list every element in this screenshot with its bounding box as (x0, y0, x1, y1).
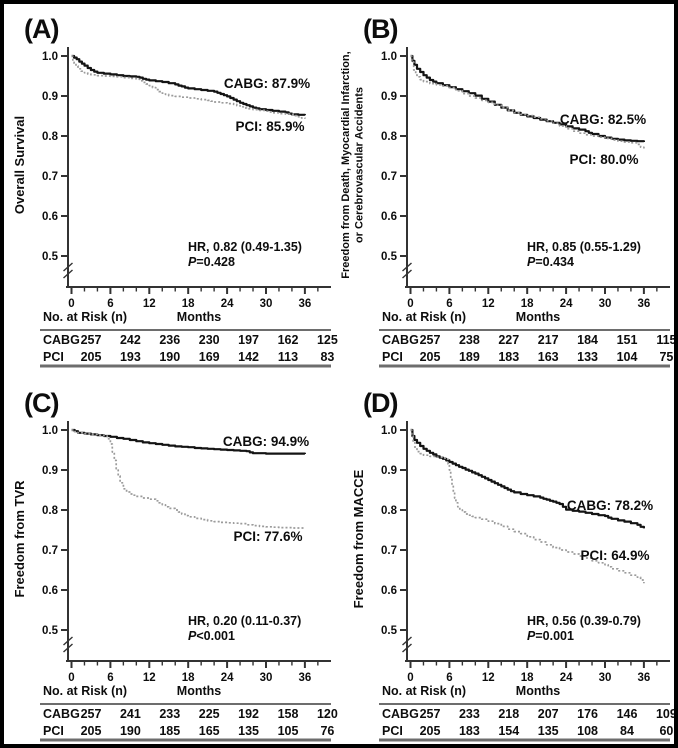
risk-count: 108 (577, 724, 599, 738)
risk-count: 163 (537, 350, 559, 364)
risk-count: 105 (277, 724, 299, 738)
risk-count: 190 (159, 350, 181, 364)
y-tick-label: 1.0 (381, 51, 397, 63)
cabg-curve-label: CABG: 87.9% (223, 76, 311, 91)
panel-b-chart (339, 0, 678, 374)
x-tick-label: 24 (220, 672, 234, 684)
risk-count: 113 (277, 350, 299, 364)
y-tick-label: 0.6 (381, 211, 397, 223)
risk-count: 230 (198, 333, 220, 347)
risk-count: 84 (620, 724, 634, 738)
risk-count: 176 (577, 707, 599, 721)
cabg-curve (411, 430, 644, 528)
x-tick-label: 30 (598, 298, 612, 310)
x-tick-label: 6 (446, 672, 453, 684)
x-tick-label: 36 (298, 298, 312, 310)
panel-letter: (D) (363, 388, 398, 418)
y-tick-label: 0.7 (381, 545, 397, 557)
cabg-curve-label: CABG: 82.5% (559, 112, 647, 127)
x-tick-label: 30 (259, 672, 273, 684)
risk-count: 238 (458, 333, 480, 347)
p-annotation (188, 629, 235, 643)
p-annotation (188, 255, 235, 269)
y-axis-title: Freedom from Death, Myocardial Infarction, (340, 51, 352, 279)
pci-curve-label: PCI: 85.9% (235, 119, 305, 134)
risk-count: 75 (659, 350, 674, 364)
risk-count: 257 (419, 707, 441, 721)
y-tick-label: 0.8 (42, 505, 58, 517)
y-axis-title: Freedom from MACCE (351, 469, 366, 609)
y-tick-label: 0.8 (381, 131, 397, 143)
risk-count: 190 (119, 724, 141, 738)
risk-row-name: PCI (382, 724, 403, 738)
risk-count: 225 (198, 707, 220, 721)
x-tick-label: 18 (181, 672, 195, 684)
risk-count: 257 (419, 333, 441, 347)
y-tick-label: 0.5 (381, 625, 397, 637)
x-tick-label: 30 (598, 672, 612, 684)
x-tick-label: 36 (298, 672, 312, 684)
x-tick-label: 30 (259, 298, 273, 310)
risk-count: 189 (458, 350, 480, 364)
risk-count: 158 (277, 707, 299, 721)
risk-count: 109 (655, 707, 677, 721)
risk-count: 205 (80, 350, 102, 364)
pci-curve-label: PCI: 64.9% (580, 548, 650, 563)
hr-annotation: HR, 0.85 (0.55-1.29) (527, 240, 641, 254)
p-symbol: P (527, 255, 536, 269)
risk-table-header: No. at Risk (n) (43, 684, 128, 698)
risk-table-header: No. at Risk (n) (382, 684, 467, 698)
panel-d (339, 374, 678, 748)
panel-letter: (A) (24, 14, 59, 44)
risk-count: 169 (198, 350, 220, 364)
risk-count: 76 (320, 724, 335, 738)
risk-row-name: CABG (382, 333, 419, 347)
p-value: =0.428 (196, 255, 235, 269)
x-tick-label: 12 (142, 672, 156, 684)
risk-count: 227 (498, 333, 520, 347)
panel-d-chart (339, 374, 678, 748)
x-axis-title: Months (176, 684, 222, 698)
panel-c-chart (0, 374, 339, 748)
risk-count: 146 (616, 707, 638, 721)
y-tick-label: 0.9 (42, 91, 58, 103)
y-tick-label: 0.6 (381, 585, 397, 597)
x-axis-title: Months (176, 310, 222, 324)
risk-count: 233 (458, 707, 480, 721)
risk-count: 185 (159, 724, 181, 738)
risk-count: 233 (159, 707, 181, 721)
y-tick-label: 0.6 (42, 211, 58, 223)
risk-count: 151 (616, 333, 638, 347)
risk-count: 197 (238, 333, 260, 347)
p-value: <0.001 (196, 629, 235, 643)
risk-count: 242 (119, 333, 141, 347)
cabg-curve-label: CABG: 78.2% (566, 498, 654, 513)
x-tick-label: 12 (481, 672, 495, 684)
y-tick-label: 0.9 (381, 91, 397, 103)
risk-count: 154 (498, 724, 520, 738)
p-annotation (527, 255, 574, 269)
risk-row-name: CABG (43, 707, 80, 721)
y-tick-label: 1.0 (42, 425, 58, 437)
y-tick-label: 0.7 (42, 545, 58, 557)
y-tick-label: 0.8 (42, 131, 58, 143)
risk-count: 135 (537, 724, 559, 738)
risk-count: 133 (577, 350, 599, 364)
risk-table-header: No. at Risk (n) (43, 310, 128, 324)
risk-count: 218 (498, 707, 520, 721)
x-tick-label: 6 (446, 298, 453, 310)
y-tick-label: 0.6 (42, 585, 58, 597)
hr-annotation: HR, 0.20 (0.11-0.37) (188, 614, 302, 628)
x-axis-title: Months (515, 310, 561, 324)
p-symbol: P (527, 629, 536, 643)
panel-letter: (C) (24, 388, 59, 418)
risk-count: 205 (419, 350, 441, 364)
risk-count: 60 (659, 724, 674, 738)
risk-count: 120 (316, 707, 338, 721)
y-tick-label: 0.9 (381, 465, 397, 477)
y-axis-title: Overall Survival (12, 115, 27, 215)
risk-row-name: CABG (382, 707, 419, 721)
risk-count: 104 (616, 350, 638, 364)
x-axis-title: Months (515, 684, 561, 698)
y-tick-label: 0.7 (42, 171, 58, 183)
panel-a-chart (0, 0, 339, 374)
y-tick-label: 0.7 (381, 171, 397, 183)
y-tick-label: 0.8 (381, 505, 397, 517)
y-tick-label: 0.5 (42, 625, 58, 637)
p-value: =0.001 (535, 629, 574, 643)
risk-row-name: PCI (382, 350, 403, 364)
risk-count: 184 (577, 333, 599, 347)
y-axis-title: or Cerebrovascular Accidents (353, 86, 366, 244)
p-symbol: P (188, 629, 197, 643)
pci-curve-label: PCI: 77.6% (233, 529, 303, 544)
x-tick-label: 18 (181, 298, 195, 310)
pci-curve (411, 56, 647, 150)
x-tick-label: 6 (107, 298, 114, 310)
hr-annotation: HR, 0.82 (0.49-1.35) (188, 240, 302, 254)
y-tick-label: 0.9 (42, 465, 58, 477)
cabg-curve (411, 56, 647, 142)
risk-count: 207 (537, 707, 559, 721)
x-tick-label: 36 (637, 298, 651, 310)
risk-count: 115 (656, 333, 677, 347)
risk-count: 193 (119, 350, 141, 364)
cabg-curve-label: CABG: 94.9% (222, 434, 310, 449)
panel-letter: (B) (363, 14, 398, 44)
x-tick-label: 12 (481, 298, 495, 310)
risk-count: 257 (80, 707, 102, 721)
y-tick-label: 0.5 (42, 251, 58, 263)
p-symbol: P (188, 255, 197, 269)
risk-count: 142 (238, 350, 260, 364)
risk-count: 183 (458, 724, 480, 738)
risk-count: 217 (537, 333, 559, 347)
risk-count: 205 (80, 724, 102, 738)
x-tick-label: 0 (407, 298, 414, 310)
x-tick-label: 0 (68, 672, 75, 684)
x-tick-label: 24 (220, 298, 234, 310)
panel-b (339, 0, 678, 374)
risk-count: 162 (277, 333, 299, 347)
risk-count: 257 (80, 333, 102, 347)
risk-count: 241 (119, 707, 141, 721)
x-tick-label: 12 (142, 298, 156, 310)
risk-table-header: No. at Risk (n) (382, 310, 467, 324)
hr-annotation: HR, 0.56 (0.39-0.79) (527, 614, 641, 628)
risk-count: 205 (419, 724, 441, 738)
y-tick-label: 1.0 (381, 425, 397, 437)
y-axis-title: Freedom from TVR (12, 480, 27, 598)
risk-count: 165 (198, 724, 220, 738)
x-tick-label: 24 (559, 672, 573, 684)
risk-count: 236 (159, 333, 181, 347)
y-tick-label: 1.0 (42, 51, 58, 63)
x-tick-label: 6 (107, 672, 114, 684)
p-value: =0.434 (535, 255, 574, 269)
panel-a (0, 0, 339, 374)
risk-row-name: PCI (43, 350, 64, 364)
y-tick-label: 0.5 (381, 251, 397, 263)
risk-row-name: CABG (43, 333, 80, 347)
risk-count: 125 (316, 333, 338, 347)
x-tick-label: 18 (520, 672, 534, 684)
risk-row-name: PCI (43, 724, 64, 738)
risk-count: 83 (320, 350, 335, 364)
pci-curve-label: PCI: 80.0% (569, 152, 639, 167)
risk-count: 183 (498, 350, 520, 364)
risk-count: 135 (238, 724, 260, 738)
x-tick-label: 24 (559, 298, 573, 310)
x-tick-label: 0 (407, 672, 414, 684)
x-tick-label: 18 (520, 298, 534, 310)
x-tick-label: 36 (637, 672, 651, 684)
p-annotation (527, 629, 574, 643)
x-tick-label: 0 (68, 298, 75, 310)
risk-count: 192 (238, 707, 260, 721)
panel-c (0, 374, 339, 748)
